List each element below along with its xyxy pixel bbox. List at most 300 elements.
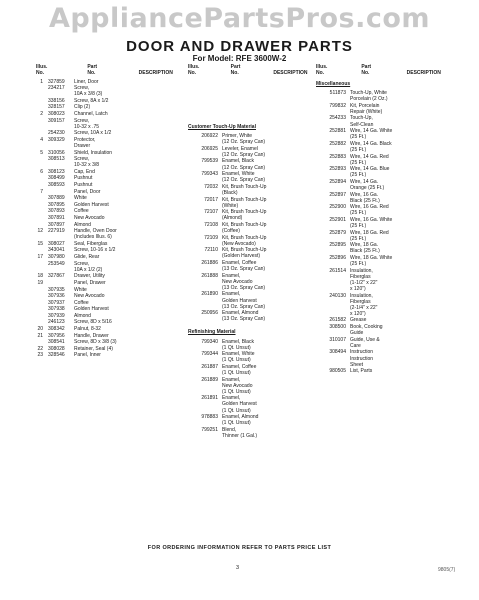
part-number: 252883 — [329, 153, 346, 160]
part-description: Leveler, Enamel (12 Oz. Spray Can) — [222, 145, 266, 158]
part-description: Kit, Brush Touch-Up (Black) — [222, 183, 267, 196]
parts-row — [36, 150, 190, 156]
parts-row — [36, 247, 190, 253]
part-description: Almond — [74, 312, 91, 319]
illus-header: Illus. No. — [36, 64, 48, 77]
part-description: Clip (2) — [74, 104, 91, 111]
parts-row — [188, 197, 316, 209]
illus-number — [36, 202, 48, 208]
parts-row — [36, 189, 190, 195]
parts-row — [36, 215, 190, 221]
parts-row — [188, 158, 316, 170]
part-number: 308023 — [48, 110, 65, 117]
part-description: Panel, Drawer — [74, 279, 106, 286]
parts-row — [36, 156, 190, 168]
part-number: 72110 — [204, 247, 218, 254]
illus-number: 21 — [37, 332, 43, 339]
part-number: 246123 — [48, 319, 65, 326]
parts-row — [316, 349, 452, 367]
part-description: Coffee — [74, 208, 89, 215]
part-description: Screw, 10-32 x 3/8 — [74, 156, 100, 169]
part-number: 252893 — [329, 166, 346, 173]
parts-row — [188, 247, 316, 259]
part-description: Instruction Instruction Sheet — [350, 349, 374, 368]
part-number: 978883 — [201, 414, 218, 421]
page-title: DOOR AND DRAWER PARTS — [126, 38, 353, 55]
part-number: 307938 — [48, 306, 65, 313]
part-number: 338156 — [48, 97, 65, 104]
illus-number: 23 — [37, 352, 43, 359]
part-description: Insulation, Fiberglas (2-1/4" x 22" x 120") — [350, 292, 378, 317]
parts-row — [36, 352, 190, 358]
part-description: Screw, 8D x 5/16 — [74, 319, 112, 326]
parts-row — [36, 306, 190, 312]
part-description: Screw, 10-32 x .75 — [74, 117, 100, 130]
illus-number — [36, 319, 48, 325]
parts-row — [36, 137, 190, 149]
parts-row — [316, 128, 452, 140]
part-description: Screw, 8A x 1/2 — [74, 97, 109, 104]
illus-number: 18 — [37, 273, 43, 280]
illus-number: 5 — [40, 149, 43, 156]
part-number: 206922 — [201, 133, 218, 140]
part-description: Kit, Brush Touch-Up (Golden Harvest) — [222, 247, 267, 260]
part-number: 206925 — [201, 145, 218, 152]
part-number: 72109 — [204, 234, 218, 241]
illus-header: Illus. No. — [188, 64, 200, 77]
part-description: White — [74, 286, 87, 293]
illus-number — [36, 156, 48, 168]
description-header: DESCRIPTION — [138, 70, 173, 76]
part-number: 252900 — [329, 204, 346, 211]
parts-row — [316, 337, 452, 349]
part-number: 799251 — [201, 426, 218, 433]
parts-row — [36, 202, 190, 208]
parts-row — [36, 98, 190, 104]
parts-row — [316, 179, 452, 191]
part-number: 307956 — [48, 332, 65, 339]
part-description: Kit, Porcelain Repair (White) — [350, 102, 383, 115]
part-description: Book, Cooking Guide — [350, 324, 383, 337]
part-number: 308593 — [48, 182, 65, 188]
parts-row — [316, 204, 452, 216]
part-description: Pushnut — [74, 175, 93, 182]
part-number: 799344 — [201, 351, 218, 358]
part-description: Touch-Up, Self-Clean — [350, 115, 374, 128]
illus-number — [36, 215, 48, 221]
illus-number — [36, 306, 48, 312]
part-description: Golden Harvest — [74, 306, 109, 313]
part-number: 799343 — [201, 171, 218, 178]
part-number: 980505 — [329, 368, 346, 375]
part-description: Enamel, Golden Harvest (1 Qt. Unsut) — [222, 395, 257, 414]
illus-number — [36, 175, 48, 181]
part-description: Enamel, New Avocado (13 Oz. Spray Can) — [222, 272, 266, 291]
part-number: 307891 — [48, 214, 65, 221]
parts-row — [188, 395, 316, 413]
illus-number — [36, 339, 48, 345]
part-number: 240130 — [329, 292, 346, 299]
part-description: Seal, Fiberglas — [74, 240, 108, 247]
part-description: Coffee — [74, 299, 89, 306]
part-number: 308499 — [48, 175, 65, 182]
column-header — [316, 64, 452, 78]
parts-row — [188, 414, 316, 426]
part-description: Handle, Drawer — [74, 332, 109, 339]
parts-row — [36, 333, 190, 339]
parts-row — [316, 293, 452, 317]
part-number: 307897 — [48, 221, 65, 228]
parts-row — [188, 364, 316, 376]
part-number: 307935 — [48, 286, 65, 293]
parts-row — [188, 291, 316, 309]
parts-row — [188, 427, 316, 439]
part-description: Drawer, Utility — [74, 273, 105, 280]
parts-column-2 — [188, 64, 316, 439]
part-number: 307889 — [48, 195, 65, 202]
part-number: 254230 — [48, 130, 65, 137]
part-number: 307980 — [48, 254, 65, 261]
part-description: Retainer, Seal (4) — [74, 345, 113, 352]
part-description: White — [74, 195, 87, 202]
illus-number — [36, 222, 48, 228]
part-description: Wire, 14 Ga. White (25 Ft.) — [350, 128, 393, 141]
illus-number — [36, 208, 48, 214]
parts-row — [316, 230, 452, 242]
illus-number — [36, 261, 48, 273]
part-number: 252879 — [329, 229, 346, 236]
parts-row — [36, 169, 190, 175]
parts-row — [36, 261, 190, 273]
part-number: 309157 — [48, 117, 65, 124]
illus-number — [36, 182, 48, 188]
part-number: 308541 — [48, 339, 65, 346]
part-description: Glide, Rear — [74, 254, 100, 261]
column-header — [188, 64, 316, 78]
parts-list-touch-up — [188, 133, 316, 322]
description-header: DESCRIPTION — [273, 70, 308, 76]
parts-row — [36, 228, 190, 240]
parts-row — [36, 195, 190, 201]
parts-row — [36, 79, 190, 85]
part-description: Kit, Brush Touch-Up (White) — [222, 196, 267, 209]
part-description: Kit, Brush Touch-Up (Coffee) — [222, 221, 267, 234]
parts-row — [188, 209, 316, 221]
parts-row — [36, 254, 190, 260]
parts-row — [188, 260, 316, 272]
part-number: 327859 — [48, 78, 65, 85]
part-description: List, Parts — [350, 368, 373, 375]
illus-number — [36, 313, 48, 319]
part-number: 511873 — [329, 90, 346, 97]
part-description: Cap, End — [74, 168, 95, 175]
part-description: New Avocado — [74, 214, 105, 221]
part-number: 343041 — [48, 247, 65, 254]
part-description: Wire, 14 Ga. Black (25 Ft.) — [350, 140, 392, 153]
part-number: 308028 — [48, 345, 65, 352]
parts-list-refinishing — [188, 339, 316, 440]
part-number: 328546 — [48, 352, 65, 359]
parts-row — [36, 104, 190, 110]
part-description: Enamel, White (12 Oz. Spray Can) — [222, 171, 266, 184]
part-description: Wire, 16 Ga. White (25 Ft.) — [350, 216, 393, 230]
illus-number: 7 — [40, 188, 43, 195]
part-number: 252895 — [329, 242, 346, 249]
parts-row — [36, 222, 190, 228]
parts-row — [36, 287, 190, 293]
parts-row — [188, 184, 316, 196]
part-header: Part No. — [87, 64, 98, 77]
parts-row — [188, 377, 316, 395]
parts-row — [36, 111, 190, 117]
parts-row — [188, 146, 316, 158]
part-description: Enamel, Coffee (1 Qt. Unsut) — [222, 363, 257, 376]
illus-number: 12 — [37, 228, 43, 235]
parts-list-miscellaneous — [316, 90, 452, 374]
part-description: Screw, 10A x 1/2 (2) — [74, 260, 103, 273]
illus-number — [36, 293, 48, 299]
parts-row — [316, 217, 452, 229]
part-number: 234217 — [48, 85, 65, 92]
part-number: 261887 — [201, 363, 218, 370]
illus-number: 4 — [40, 136, 43, 143]
illus-number — [36, 195, 48, 201]
part-number: 308513 — [48, 156, 65, 163]
part-description: New Avocado — [74, 293, 105, 300]
part-description: Grease — [350, 317, 367, 324]
part-description: Insulation, Fiberglas (1-1/2" x 22" x 120") — [350, 267, 378, 292]
parts-row — [188, 222, 316, 234]
parts-row — [36, 319, 190, 325]
parts-row — [36, 208, 190, 214]
part-description: Panel, Door — [74, 188, 101, 195]
parts-row — [36, 293, 190, 299]
illus-number — [36, 104, 48, 110]
parts-row — [36, 118, 190, 130]
part-number: 310107 — [329, 336, 346, 343]
parts-row — [188, 235, 316, 247]
part-number: 227919 — [48, 228, 65, 235]
part-number: 309329 — [48, 136, 65, 143]
illus-number — [36, 287, 48, 293]
parts-row — [316, 90, 452, 102]
parts-row — [36, 326, 190, 332]
part-description: Enamel, Black (12 Oz. Spray Can) — [222, 158, 266, 171]
part-number: 261891 — [201, 395, 218, 402]
part-description: Wire, 18 Ga. White (25 Ft.) — [350, 255, 393, 268]
parts-row — [188, 273, 316, 291]
part-number — [48, 280, 74, 286]
part-number: 252882 — [329, 140, 346, 147]
illus-number: 19 — [37, 279, 43, 286]
part-description: Screw, 10A x 1/2 — [74, 130, 112, 137]
parts-row — [36, 313, 190, 319]
part-description: Handle, Oven Door (Includes Illus. 6) — [74, 228, 117, 241]
part-description: Wire, 14 Ga. Blue (25 Ft.) — [350, 166, 390, 179]
illus-header: Illus. No. — [316, 64, 328, 77]
part-description: Almond — [74, 221, 91, 228]
section-heading-refinishing: Refinishing Material — [188, 329, 236, 336]
parts-list-1 — [36, 79, 190, 359]
document-code: 9805(7) — [438, 567, 456, 573]
part-number: 799832 — [329, 102, 346, 109]
part-number: 799340 — [201, 338, 218, 345]
parts-row — [316, 368, 452, 374]
part-description: Palnut, 8-32 — [74, 326, 101, 333]
part-number: 252901 — [329, 216, 346, 223]
illus-number: 22 — [37, 345, 43, 352]
part-number: 307895 — [48, 201, 65, 208]
part-number: 307939 — [48, 312, 65, 319]
part-description: Screw, 10-16 x 1/2 — [74, 247, 116, 254]
illus-number — [36, 85, 48, 97]
part-number: 308123 — [48, 168, 65, 175]
part-description: Golden Harvest — [74, 201, 109, 208]
watermark-text: AppliancePartsPros.com — [48, 3, 431, 34]
part-number: 250956 — [201, 310, 218, 317]
part-description: Enamel, Almond (1 Qt. Unsut) — [222, 414, 259, 427]
part-number — [48, 189, 74, 195]
parts-row — [316, 242, 452, 254]
part-description: Wire, 14 Ga. Red (25 Ft.) — [350, 153, 389, 166]
illus-number — [36, 247, 48, 253]
part-number: 72032 — [204, 183, 218, 190]
ordering-footer: FOR ORDERING INFORMATION REFER TO PARTS PRICE LIST — [147, 545, 332, 551]
part-description: Kit, Brush Touch-Up (New Avocado) — [222, 234, 267, 247]
parts-row — [36, 182, 190, 188]
parts-row — [316, 141, 452, 153]
parts-row — [36, 241, 190, 247]
part-number: 310056 — [48, 149, 65, 156]
part-number: 72017 — [204, 196, 218, 203]
parts-row — [316, 324, 452, 336]
illus-number — [36, 300, 48, 306]
part-number: 252897 — [329, 191, 346, 198]
part-number: 261888 — [201, 272, 218, 279]
part-description: Guide, Use & Care — [350, 336, 380, 349]
part-description: Enamel, White (1 Qt. Unsut) — [222, 351, 255, 364]
part-description: Wire, 14 Ga. Orange (25 Ft.) — [350, 178, 385, 191]
part-number: 327867 — [48, 273, 65, 280]
parts-row — [36, 130, 190, 136]
part-description: Touch-Up, White Porcelain (2 Oz.) — [350, 90, 388, 103]
part-number: 307893 — [48, 208, 65, 215]
parts-row — [36, 339, 190, 345]
model-line: For Model: RFE 3600W-2 — [192, 54, 287, 63]
part-number: 72108 — [204, 221, 218, 228]
parts-row — [188, 133, 316, 145]
description-header: DESCRIPTION — [406, 70, 441, 76]
part-description: Protector, Drawer — [74, 136, 96, 149]
section-heading-touch-up: Customer Touch-Up Material — [188, 124, 256, 130]
illus-number — [36, 130, 48, 136]
parts-row — [36, 175, 190, 181]
parts-row — [36, 273, 190, 279]
part-number: 261890 — [201, 291, 218, 298]
part-number: 252896 — [329, 255, 346, 262]
part-description: Enamel, New Avocado (1 Qt. Unsut) — [222, 376, 253, 395]
illus-number: 6 — [40, 168, 43, 175]
parts-row — [36, 300, 190, 306]
parts-row — [316, 255, 452, 267]
part-description: Wire, 18 Ga. Black (25 Ft.) — [350, 242, 380, 255]
part-number: 253549 — [48, 260, 65, 267]
section-heading-miscellaneous: Miscellaneous — [316, 81, 351, 87]
illus-number — [36, 98, 48, 104]
part-number: 261514 — [329, 267, 346, 274]
part-number: 308342 — [48, 326, 65, 333]
column-header — [36, 64, 190, 78]
part-header: Part No. — [361, 64, 372, 77]
illus-number: 17 — [37, 254, 43, 261]
parts-row — [36, 280, 190, 286]
part-number: 308500 — [329, 324, 346, 331]
part-header: Part No. — [230, 64, 241, 77]
illus-number: 2 — [40, 110, 43, 117]
illus-number: 15 — [37, 240, 43, 247]
part-description: Pushnut — [74, 182, 93, 188]
part-number: 307937 — [48, 299, 65, 306]
part-number: 799539 — [201, 158, 218, 165]
part-number: 254233 — [329, 115, 346, 122]
part-number: 261582 — [329, 317, 346, 324]
part-description: Enamel, Almond (13 Oz. Spray Can) — [222, 310, 266, 323]
part-number: 308027 — [48, 240, 65, 247]
parts-row — [316, 317, 452, 323]
part-number: 308494 — [329, 349, 346, 356]
part-number: 328157 — [48, 104, 65, 111]
parts-row — [188, 171, 316, 183]
parts-row — [36, 85, 190, 97]
part-number: 307936 — [48, 293, 65, 300]
part-description: Wire, 16 Ga. Red (25 Ft.) — [350, 204, 389, 217]
parts-row — [316, 192, 452, 204]
part-number: 72107 — [204, 209, 218, 216]
part-description: Blend, Thinner (1 Gal.) — [222, 426, 258, 439]
part-description: Wire, 16 Ga. Black (25 Ft.) — [350, 191, 380, 204]
parts-row — [188, 351, 316, 363]
part-number: 261886 — [201, 259, 218, 266]
part-description: Panel, Inner — [74, 352, 101, 359]
parts-row — [188, 310, 316, 322]
parts-row — [316, 154, 452, 166]
illus-number: 20 — [37, 326, 43, 333]
part-description: Screw, 10A x 3/8 (3) — [74, 85, 103, 98]
parts-row — [36, 346, 190, 352]
part-description: Wire, 18 Ga. Red (25 Ft.) — [350, 229, 389, 242]
parts-row — [316, 115, 452, 127]
page-number: 3 — [236, 565, 240, 571]
illus-number: 1 — [40, 78, 43, 85]
part-number: 252881 — [329, 128, 346, 135]
parts-column-3 — [316, 64, 452, 374]
part-description: Kit, Brush Touch-Up (Almond) — [222, 209, 267, 222]
part-description: Channel, Latch — [74, 110, 108, 117]
illus-number — [36, 118, 48, 130]
part-description: Liner, Door — [74, 78, 99, 85]
part-description: Enamel, Black (1 Qt. Unsut) — [222, 338, 254, 351]
part-description: Shield, Insulation — [74, 149, 113, 156]
part-description: Enamel, Coffee (13 Oz. Spray Can) — [222, 259, 266, 273]
part-number: 252894 — [329, 178, 346, 185]
parts-row — [316, 103, 452, 115]
part-description: Screw, 8D x 3/8 (3) — [74, 339, 117, 346]
parts-column-1 — [36, 64, 190, 359]
part-description: Primer, White (12 Oz. Spray Can) — [222, 133, 266, 146]
parts-row — [188, 339, 316, 351]
parts-row — [316, 268, 452, 292]
part-number: 261889 — [201, 376, 218, 383]
